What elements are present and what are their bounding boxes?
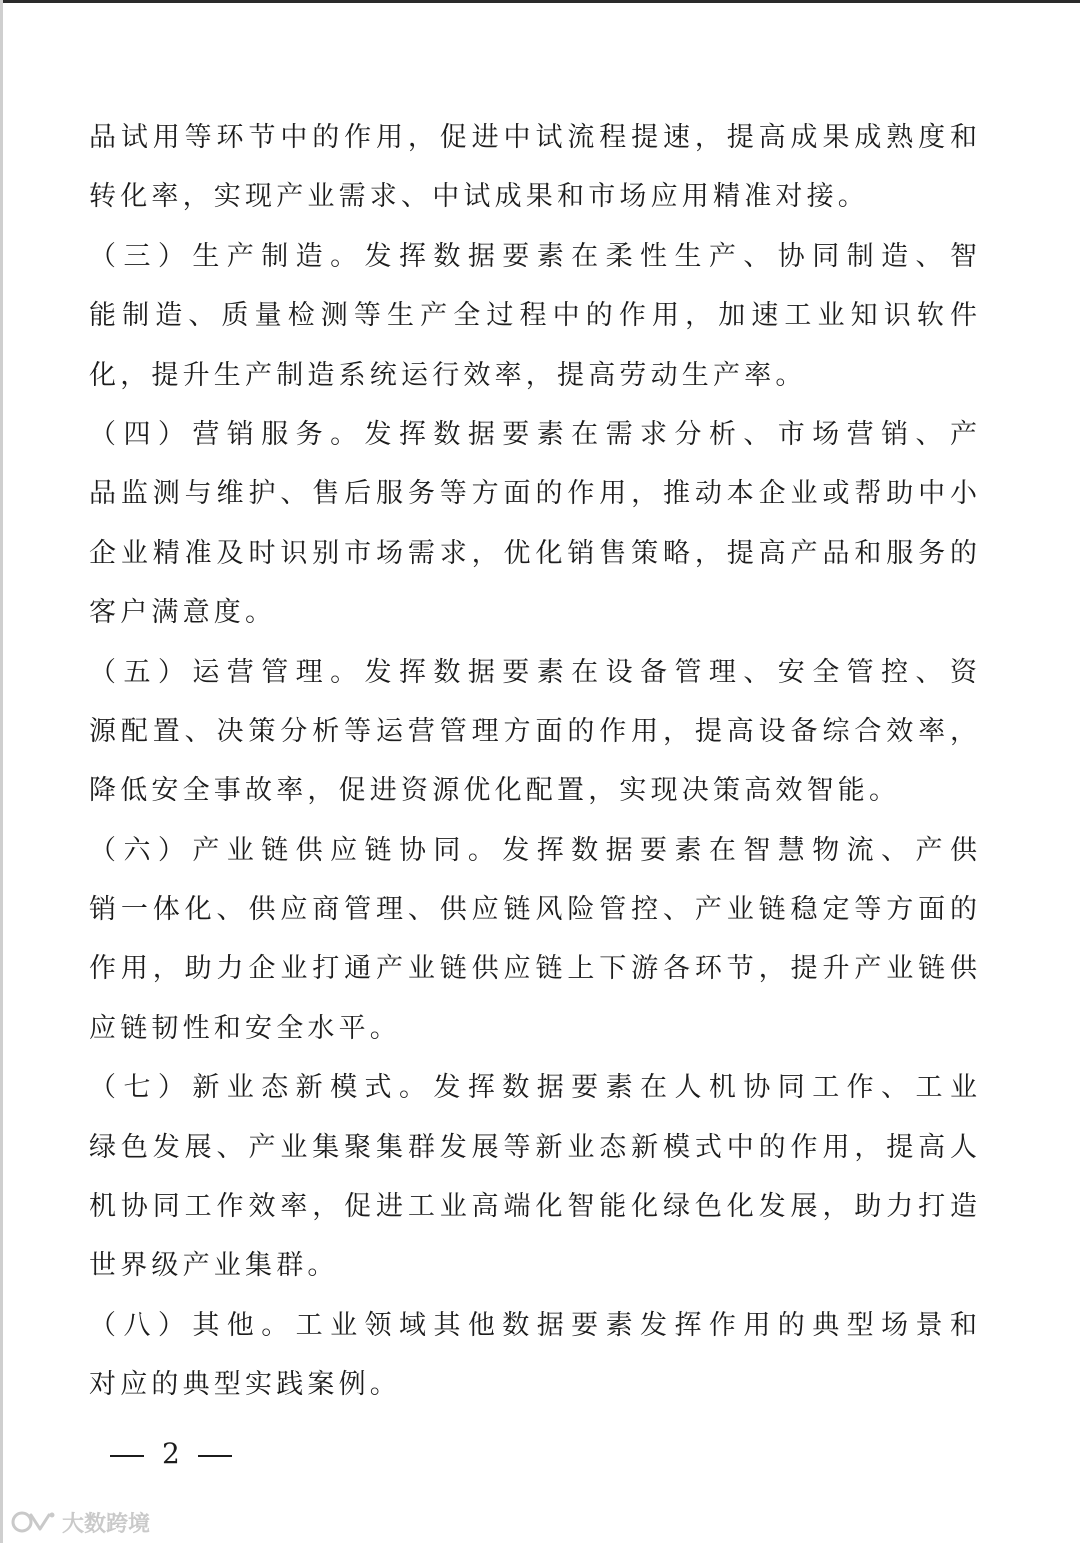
- text-line: （五）运营管理。发挥数据要素在设备管理、安全管控、资: [89, 656, 977, 688]
- text-line: 世界级产业集群。: [89, 1250, 339, 1282]
- text-line: （八）其他。工业领域其他数据要素发挥作用的典型场景和: [89, 1309, 977, 1341]
- text-line: 作用，助力企业打通产业链供应链上下游各环节，提升产业链供: [89, 953, 977, 985]
- dash-right: [198, 1455, 232, 1457]
- scan-left-edge: [0, 0, 3, 1543]
- document-body: [89, 108, 977, 1415]
- text-line: 能制造、质量检测等生产全过程中的作用，加速工业知识软件: [89, 300, 977, 332]
- brand-logo-icon: [10, 1507, 56, 1537]
- text-line: （七）新业态新模式。发挥数据要素在人机协同工作、工业: [89, 1072, 977, 1104]
- text-line: 品监测与维护、售后服务等方面的作用，推动本企业或帮助中小: [89, 478, 977, 510]
- text-line: 绿色发展、产业集聚集群发展等新业态新模式中的作用，提高人: [89, 1131, 977, 1163]
- text-line: 转化率，实现产业需求、中试成果和市场应用精准对接。: [89, 181, 869, 213]
- dash-left: [110, 1455, 144, 1457]
- text-line: 应链韧性和安全水平。: [89, 1012, 401, 1044]
- text-line: 化，提升生产制造系统运行效率，提高劳动生产率。: [89, 359, 807, 391]
- page-number: 2: [162, 1437, 180, 1470]
- text-line: （六）产业链供应链协同。发挥数据要素在智慧物流、产供: [89, 834, 977, 866]
- watermark-text: 大数跨境: [62, 1511, 151, 1537]
- text-line: 源配置、决策分析等运营管理方面的作用，提高设备综合效率，: [89, 715, 977, 747]
- text-line: 机协同工作效率，促进工业高端化智能化绿色化发展，助力打造: [89, 1191, 977, 1223]
- text-line: 降低安全事故率，促进资源优化配置，实现决策高效智能。: [89, 775, 901, 807]
- scan-top-edge: [0, 0, 1080, 3]
- page-number-footer: [110, 1424, 232, 1484]
- text-line: 品试用等环节中的作用，促进中试流程提速，提高成果成熟度和: [89, 122, 977, 153]
- text-line: 销一体化、供应商管理、供应链风险管控、产业链稳定等方面的: [89, 894, 977, 926]
- text-line: （四）营销服务。发挥数据要素在需求分析、市场营销、产: [89, 418, 977, 450]
- text-line: 客户满意度。: [89, 597, 277, 629]
- text-line: 对应的典型实践案例。: [89, 1369, 401, 1401]
- watermark: [10, 1505, 150, 1539]
- text-line: （三）生产制造。发挥数据要素在柔性生产、协同制造、智: [89, 240, 977, 272]
- text-line: 企业精准及时识别市场需求，优化销售策略，提高产品和服务的: [89, 537, 977, 569]
